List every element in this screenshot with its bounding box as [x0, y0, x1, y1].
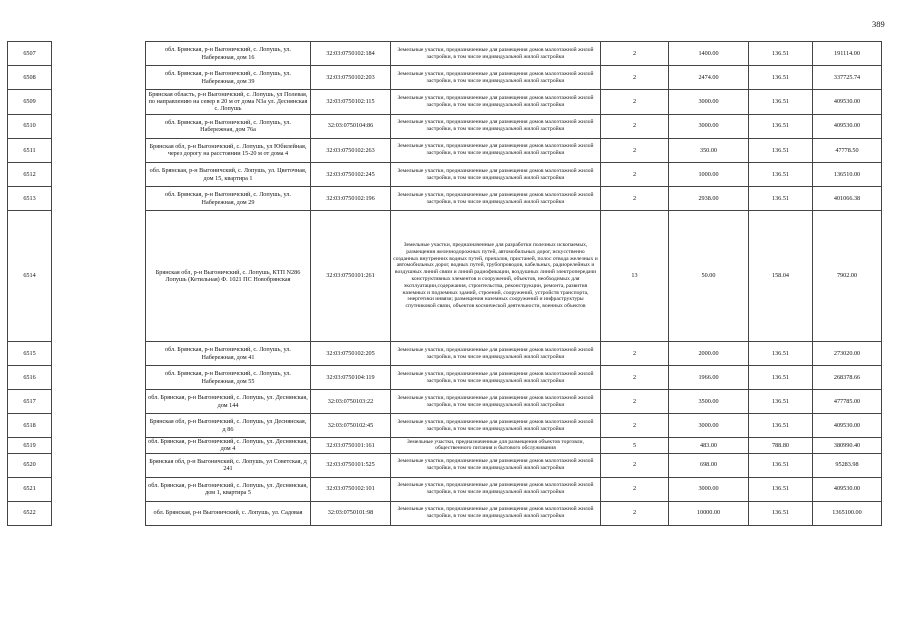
cadastral-value-cell: 95283.98 [813, 453, 882, 477]
land-use-cell: Земельные участки, предназначенные для размещения домов малоэтажной жилой застройки, в том числе индивидуальной жилой застройки [391, 42, 601, 66]
cadastral-number-cell: 32:03:0750102:196 [311, 187, 391, 211]
group-number-cell: 5 [601, 438, 669, 454]
area-cell: 1000.00 [669, 163, 749, 187]
row-number-cell: 6522 [8, 501, 52, 525]
land-use-cell: Земельные участки, предназначенные для размещения домов малоэтажной жилой застройки, в том числе индивидуальной жилой застройки [391, 414, 601, 438]
specific-value-cell: 136.51 [749, 42, 813, 66]
land-use-cell: Земельные участки, предназначенные для размещения домов малоэтажной жилой застройки, в том числе индивидуальной жилой застройки [391, 114, 601, 138]
address-cell: обл. Брянская, р-н Выгоничский, с. Лопушь, ул. Деснянская, дом 1, квартира 5 [146, 477, 311, 501]
table-row [8, 414, 882, 438]
cadastral-number-cell: 32:03:0750102:115 [311, 90, 391, 115]
gap-cell [52, 366, 146, 390]
gap-cell [52, 66, 146, 90]
gap-cell [52, 390, 146, 414]
cadastral-number-cell: 32:03:0750104:86 [311, 114, 391, 138]
table-row [8, 390, 882, 414]
land-use-cell: Земельные участки, предназначенные для размещения домов малоэтажной жилой застройки, в том числе индивидуальной жилой застройки [391, 501, 601, 525]
row-number-cell: 6517 [8, 390, 52, 414]
row-number-cell: 6508 [8, 66, 52, 90]
cadastral-value-cell: 401066.38 [813, 187, 882, 211]
cadastral-value-cell: 191114.00 [813, 42, 882, 66]
specific-value-cell: 136.51 [749, 187, 813, 211]
land-use-cell: Земельные участки, предназначенные для размещения домов малоэтажной жилой застройки, в том числе индивидуальной жилой застройки [391, 138, 601, 163]
specific-value-cell: 136.51 [749, 114, 813, 138]
row-number-cell: 6518 [8, 414, 52, 438]
group-number-cell: 2 [601, 453, 669, 477]
gap-cell [52, 163, 146, 187]
gap-cell [52, 342, 146, 366]
specific-value-cell: 136.51 [749, 366, 813, 390]
group-number-cell: 2 [601, 187, 669, 211]
area-cell: 2938.00 [669, 187, 749, 211]
gap-cell [52, 414, 146, 438]
address-cell: обл. Брянская, р-н Выгоничский, с. Лопушь, ул. Набережная, дом 29 [146, 187, 311, 211]
cadastral-value-cell: 380990.40 [813, 438, 882, 454]
row-number-cell: 6512 [8, 163, 52, 187]
area-cell: 3000.00 [669, 90, 749, 115]
table-row [8, 187, 882, 211]
row-number-cell: 6511 [8, 138, 52, 163]
cadastral-value-cell: 136510.00 [813, 163, 882, 187]
gap-cell [52, 138, 146, 163]
land-use-cell: Земельные участки, предназначенные для размещения домов малоэтажной жилой застройки, в том числе индивидуальной жилой застройки [391, 453, 601, 477]
area-cell: 50.00 [669, 211, 749, 342]
table-row [8, 66, 882, 90]
table-row [8, 501, 882, 525]
area-cell: 1400.00 [669, 42, 749, 66]
group-number-cell: 2 [601, 414, 669, 438]
table-row [8, 342, 882, 366]
table-row [8, 366, 882, 390]
group-number-cell: 2 [601, 163, 669, 187]
gap-cell [52, 477, 146, 501]
cadastral-value-cell: 409530.00 [813, 90, 882, 115]
cadastral-value-cell: 337725.74 [813, 66, 882, 90]
gap-cell [52, 187, 146, 211]
row-number-cell: 6520 [8, 453, 52, 477]
row-number-cell: 6521 [8, 477, 52, 501]
gap-cell [52, 501, 146, 525]
table-row [8, 163, 882, 187]
specific-value-cell: 158.04 [749, 211, 813, 342]
table-row [8, 114, 882, 138]
cadastral-value-cell: 409530.00 [813, 477, 882, 501]
cadastral-number-cell: 32:03:0750101:525 [311, 453, 391, 477]
cadastral-value-cell: 7902.00 [813, 211, 882, 342]
specific-value-cell: 136.51 [749, 90, 813, 115]
land-use-cell: Земельные участки, предназначенные для размещения домов малоэтажной жилой застройки, в том числе индивидуальной жилой застройки [391, 390, 601, 414]
row-number-cell: 6510 [8, 114, 52, 138]
specific-value-cell: 788.80 [749, 438, 813, 454]
address-cell: Брянская обл, р-н Выгоничский, с. Лопушь, КТП N286 Лопушь (Кетильная) Ф. 1021 ПС Новобрянская [146, 211, 311, 342]
table-row [8, 211, 882, 342]
gap-cell [52, 114, 146, 138]
cadastral-value-cell: 268378.66 [813, 366, 882, 390]
area-cell: 350.00 [669, 138, 749, 163]
specific-value-cell: 136.51 [749, 163, 813, 187]
cadastral-number-cell: 32:03:0750102:184 [311, 42, 391, 66]
group-number-cell: 2 [601, 66, 669, 90]
row-number-cell: 6516 [8, 366, 52, 390]
table-body [8, 42, 882, 526]
land-use-cell: Земельные участки, предназначенные для размещения домов малоэтажной жилой застройки, в том числе индивидуальной жилой застройки [391, 366, 601, 390]
row-number-cell: 6514 [8, 211, 52, 342]
gap-cell [52, 90, 146, 115]
address-cell: обл. Брянская, р-н Выгоничский, с. Лопушь, ул. Набережная, дом 55 [146, 366, 311, 390]
group-number-cell: 2 [601, 90, 669, 115]
cadastral-number-cell: 32:03:0750102:45 [311, 414, 391, 438]
group-number-cell: 2 [601, 477, 669, 501]
address-cell: обл. Брянская, р-н Выгоничский, с. Лопушь, ул. Набережная, дом 39 [146, 66, 311, 90]
table-row [8, 453, 882, 477]
row-number-cell: 6519 [8, 438, 52, 454]
cadastral-number-cell: 32:03:0750102:263 [311, 138, 391, 163]
gap-cell [52, 42, 146, 66]
cadastral-number-cell: 32:03:0750102:245 [311, 163, 391, 187]
cadastral-value-cell: 1365100.00 [813, 501, 882, 525]
table-row [8, 42, 882, 66]
group-number-cell: 2 [601, 42, 669, 66]
cadastral-value-cell: 477785.00 [813, 390, 882, 414]
address-cell: обл. Брянская, р-н Выгоничский, с. Лопушь, ул. Садовая [146, 501, 311, 525]
specific-value-cell: 136.51 [749, 501, 813, 525]
row-number-cell: 6509 [8, 90, 52, 115]
land-parcels-table [7, 41, 882, 526]
specific-value-cell: 136.51 [749, 453, 813, 477]
cadastral-number-cell: 32:03:0750104:119 [311, 366, 391, 390]
address-cell: Брянская область, р-н Выгоничский, с. Лопушь, ул Полевая, по направлению на север в 20 м от дома N3а ул. Деснянская с. Лопушь [146, 90, 311, 115]
specific-value-cell: 136.51 [749, 138, 813, 163]
group-number-cell: 2 [601, 114, 669, 138]
land-use-cell: Земельные участки, предназначенные для размещения домов малоэтажной жилой застройки, в том числе индивидуальной жилой застройки [391, 66, 601, 90]
group-number-cell: 2 [601, 501, 669, 525]
address-cell: Брянская обл, р-н Выгоничский, с. Лопушь, ул Советская, д 241 [146, 453, 311, 477]
area-cell: 483.00 [669, 438, 749, 454]
row-number-cell: 6515 [8, 342, 52, 366]
area-cell: 3000.00 [669, 114, 749, 138]
group-number-cell: 2 [601, 390, 669, 414]
land-use-cell: Земельные участки, предназначенные для размещения домов малоэтажной жилой застройки, в том числе индивидуальной жилой застройки [391, 342, 601, 366]
address-cell: обл. Брянская, р-н Выгоничский, с. Лопушь, ул. Набережная, дом 41 [146, 342, 311, 366]
specific-value-cell: 136.51 [749, 390, 813, 414]
address-cell: обл. Брянская, р-н Выгоничский, с. Лопушь, ул. Цветочная, дом 15, квартира 1 [146, 163, 311, 187]
land-use-cell: Земельные участки, предназначенные для разработки полезных ископаемых, размещения железнодорожных путей, автомобильных дорог, искусственно созданных внутренних водных путей, причалов, пристаней, полос отвода железных и автомобильных дорог, водных путей, трубопроводов, кабельных, радиорелейных и воздушных линий связи и линий радиофикации, воздушных линий электропередачи конструктивных элементов и сооружений, объектов, необходимых для эксплуатации,содержания, строительства, реконструкции, ремонта, развития наземных и подземных зданий, строений, сооружений, устройств транспорта, энергетики инвязи; размещения наземных сооружений и инфраструктуры спутниковой связи, объектов космической деятельности, военных объектов [391, 211, 601, 342]
area-cell: 2474.00 [669, 66, 749, 90]
cadastral-number-cell: 32:03:0750101:98 [311, 501, 391, 525]
address-cell: обл. Брянская, р-н Выгоничский, с. Лопушь, ул. Деснянская, дом 144 [146, 390, 311, 414]
cadastral-number-cell: 32:03:0750103:22 [311, 390, 391, 414]
table-row [8, 138, 882, 163]
land-use-cell: Земельные участки, предназначенные для размещения домов малоэтажной жилой застройки, в том числе индивидуальной жилой застройки [391, 163, 601, 187]
cadastral-number-cell: 32:03:0750102:101 [311, 477, 391, 501]
land-use-cell: Земельные участки, предназначенные для размещения домов малоэтажной жилой застройки, в том числе индивидуальной жилой застройки [391, 187, 601, 211]
address-cell: обл. Брянская, р-н Выгоничский, с. Лопушь, ул. Деснянская, дом 4 [146, 438, 311, 454]
specific-value-cell: 136.51 [749, 66, 813, 90]
address-cell: обл. Брянская, р-н Выгоничский, с. Лопушь, ул. Набережная, дом 76а [146, 114, 311, 138]
cadastral-number-cell: 32:03:0750101:261 [311, 211, 391, 342]
table-row [8, 477, 882, 501]
specific-value-cell: 136.51 [749, 477, 813, 501]
area-cell: 3000.00 [669, 414, 749, 438]
area-cell: 698.00 [669, 453, 749, 477]
area-cell: 2000.00 [669, 342, 749, 366]
area-cell: 10000.00 [669, 501, 749, 525]
gap-cell [52, 438, 146, 454]
group-number-cell: 2 [601, 366, 669, 390]
area-cell: 3000.00 [669, 477, 749, 501]
cadastral-number-cell: 32:03:0750102:203 [311, 66, 391, 90]
cadastral-value-cell: 409530.00 [813, 114, 882, 138]
area-cell: 3500.00 [669, 390, 749, 414]
row-number-cell: 6513 [8, 187, 52, 211]
table-row [8, 438, 882, 454]
cadastral-value-cell: 409530.00 [813, 414, 882, 438]
group-number-cell: 2 [601, 342, 669, 366]
cadastral-value-cell: 273020.00 [813, 342, 882, 366]
specific-value-cell: 136.51 [749, 342, 813, 366]
cadastral-value-cell: 47778.50 [813, 138, 882, 163]
page-number: 389 [872, 19, 885, 29]
land-use-cell: Земельные участки, предназначенные для размещения домов малоэтажной жилой застройки, в том числе индивидуальной жилой застройки [391, 90, 601, 115]
land-use-cell: Земельные участки, предназначенные для размещения объектов торговли, общественного питания и бытового обслуживания [391, 438, 601, 454]
specific-value-cell: 136.51 [749, 414, 813, 438]
land-use-cell: Земельные участки, предназначенные для размещения домов малоэтажной жилой застройки, в том числе индивидуальной жилой застройки [391, 477, 601, 501]
gap-cell [52, 453, 146, 477]
row-number-cell: 6507 [8, 42, 52, 66]
table-row [8, 90, 882, 115]
area-cell: 1966.00 [669, 366, 749, 390]
address-cell: обл. Брянская, р-н Выгоничский, с. Лопушь, ул. Набережная, дом 16 [146, 42, 311, 66]
address-cell: Брянская обл, р-н Выгоничский, с. Лопушь, ул Юбилейная, через дорогу на расстоянии 15-20 м от дома 4 [146, 138, 311, 163]
cadastral-number-cell: 32:03:0750102:205 [311, 342, 391, 366]
gap-cell [52, 211, 146, 342]
cadastral-number-cell: 32:03:0750101:161 [311, 438, 391, 454]
address-cell: Брянская обл, р-н Выгоничский, с. Лопушь, ул Деснянская, д 86 [146, 414, 311, 438]
group-number-cell: 13 [601, 211, 669, 342]
group-number-cell: 2 [601, 138, 669, 163]
